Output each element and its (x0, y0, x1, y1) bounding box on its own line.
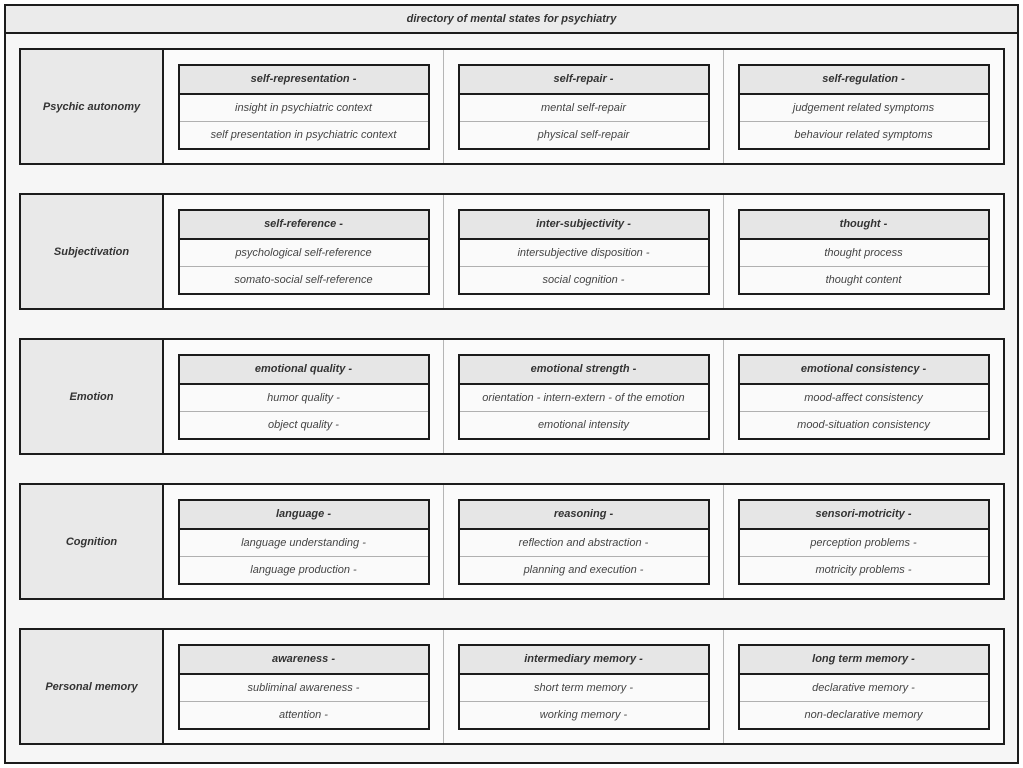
group-box (738, 499, 990, 585)
section (6, 179, 1017, 325)
group-item: self presentation in psychiatric context (180, 121, 428, 148)
group-title: sensori-motricity - (740, 501, 988, 530)
group-title: long term memory - (740, 646, 988, 675)
group-box (458, 64, 710, 150)
group-cell (724, 195, 1003, 308)
group-box (738, 644, 990, 730)
group-item: intersubjective disposition - (460, 240, 708, 266)
group-cell (444, 340, 724, 453)
group-item: mood-affect consistency (740, 385, 988, 411)
group-item: physical self-repair (460, 121, 708, 148)
group-box (458, 354, 710, 440)
group-row (164, 50, 1003, 163)
group-box (738, 64, 990, 150)
section (6, 34, 1017, 180)
group-item: short term memory - (460, 675, 708, 701)
group-box (178, 499, 430, 585)
group-item: attention - (180, 701, 428, 728)
section-label: Subjectivation (21, 195, 164, 308)
group-title: emotional consistency - (740, 356, 988, 385)
group-item: thought process (740, 240, 988, 266)
group-item: non-declarative memory (740, 701, 988, 728)
group-cell (724, 630, 1003, 743)
group-title: intermediary memory - (460, 646, 708, 675)
group-item: object quality - (180, 411, 428, 438)
group-item: language understanding - (180, 530, 428, 556)
section (6, 614, 1017, 759)
group-cell (724, 485, 1003, 598)
group-item: subliminal awareness - (180, 675, 428, 701)
section-label: Personal memory (21, 630, 164, 743)
group-box (178, 354, 430, 440)
group-item: declarative memory - (740, 675, 988, 701)
section-box (19, 628, 1005, 745)
group-row (164, 485, 1003, 598)
group-item: judgement related symptoms (740, 95, 988, 121)
group-cell (164, 195, 444, 308)
group-cell (164, 340, 444, 453)
group-item: mental self-repair (460, 95, 708, 121)
group-cell (444, 195, 724, 308)
group-item: mood-situation consistency (740, 411, 988, 438)
group-title: thought - (740, 211, 988, 240)
group-row (164, 340, 1003, 453)
group-box (178, 644, 430, 730)
group-item: reflection and abstraction - (460, 530, 708, 556)
section-box (19, 193, 1005, 310)
group-cell (724, 340, 1003, 453)
group-box (458, 644, 710, 730)
group-item: psychological self-reference (180, 240, 428, 266)
group-item: motricity problems - (740, 556, 988, 583)
group-item: thought content (740, 266, 988, 293)
group-item: social cognition - (460, 266, 708, 293)
group-cell (444, 485, 724, 598)
section-label: Cognition (21, 485, 164, 598)
group-box (738, 354, 990, 440)
group-cell (164, 630, 444, 743)
group-item: behaviour related symptoms (740, 121, 988, 148)
group-item: perception problems - (740, 530, 988, 556)
group-title: inter-subjectivity - (460, 211, 708, 240)
section (6, 469, 1017, 615)
directory-diagram (4, 4, 1019, 764)
group-cell (164, 485, 444, 598)
diagram-title: directory of mental states for psychiatry (6, 6, 1017, 34)
group-cell (444, 50, 724, 163)
group-box (458, 209, 710, 295)
group-cell (444, 630, 724, 743)
section-box (19, 48, 1005, 165)
section-label: Psychic autonomy (21, 50, 164, 163)
group-item: orientation - intern-extern - of the emotion (460, 385, 708, 411)
group-item: emotional intensity (460, 411, 708, 438)
group-title: awareness - (180, 646, 428, 675)
group-title: language - (180, 501, 428, 530)
group-box (178, 64, 430, 150)
section-label: Emotion (21, 340, 164, 453)
group-item: insight in psychiatric context (180, 95, 428, 121)
group-cell (164, 50, 444, 163)
group-title: self-repair - (460, 66, 708, 95)
group-item: planning and execution - (460, 556, 708, 583)
group-box (738, 209, 990, 295)
group-row (164, 630, 1003, 743)
section-box (19, 483, 1005, 600)
group-box (458, 499, 710, 585)
group-item: somato-social self-reference (180, 266, 428, 293)
group-item: language production - (180, 556, 428, 583)
group-title: emotional strength - (460, 356, 708, 385)
group-item: working memory - (460, 701, 708, 728)
group-title: emotional quality - (180, 356, 428, 385)
group-row (164, 195, 1003, 308)
group-title: self-reference - (180, 211, 428, 240)
section-box (19, 338, 1005, 455)
group-title: self-regulation - (740, 66, 988, 95)
group-title: self-representation - (180, 66, 428, 95)
group-title: reasoning - (460, 501, 708, 530)
group-item: humor quality - (180, 385, 428, 411)
group-cell (724, 50, 1003, 163)
group-box (178, 209, 430, 295)
section (6, 324, 1017, 470)
